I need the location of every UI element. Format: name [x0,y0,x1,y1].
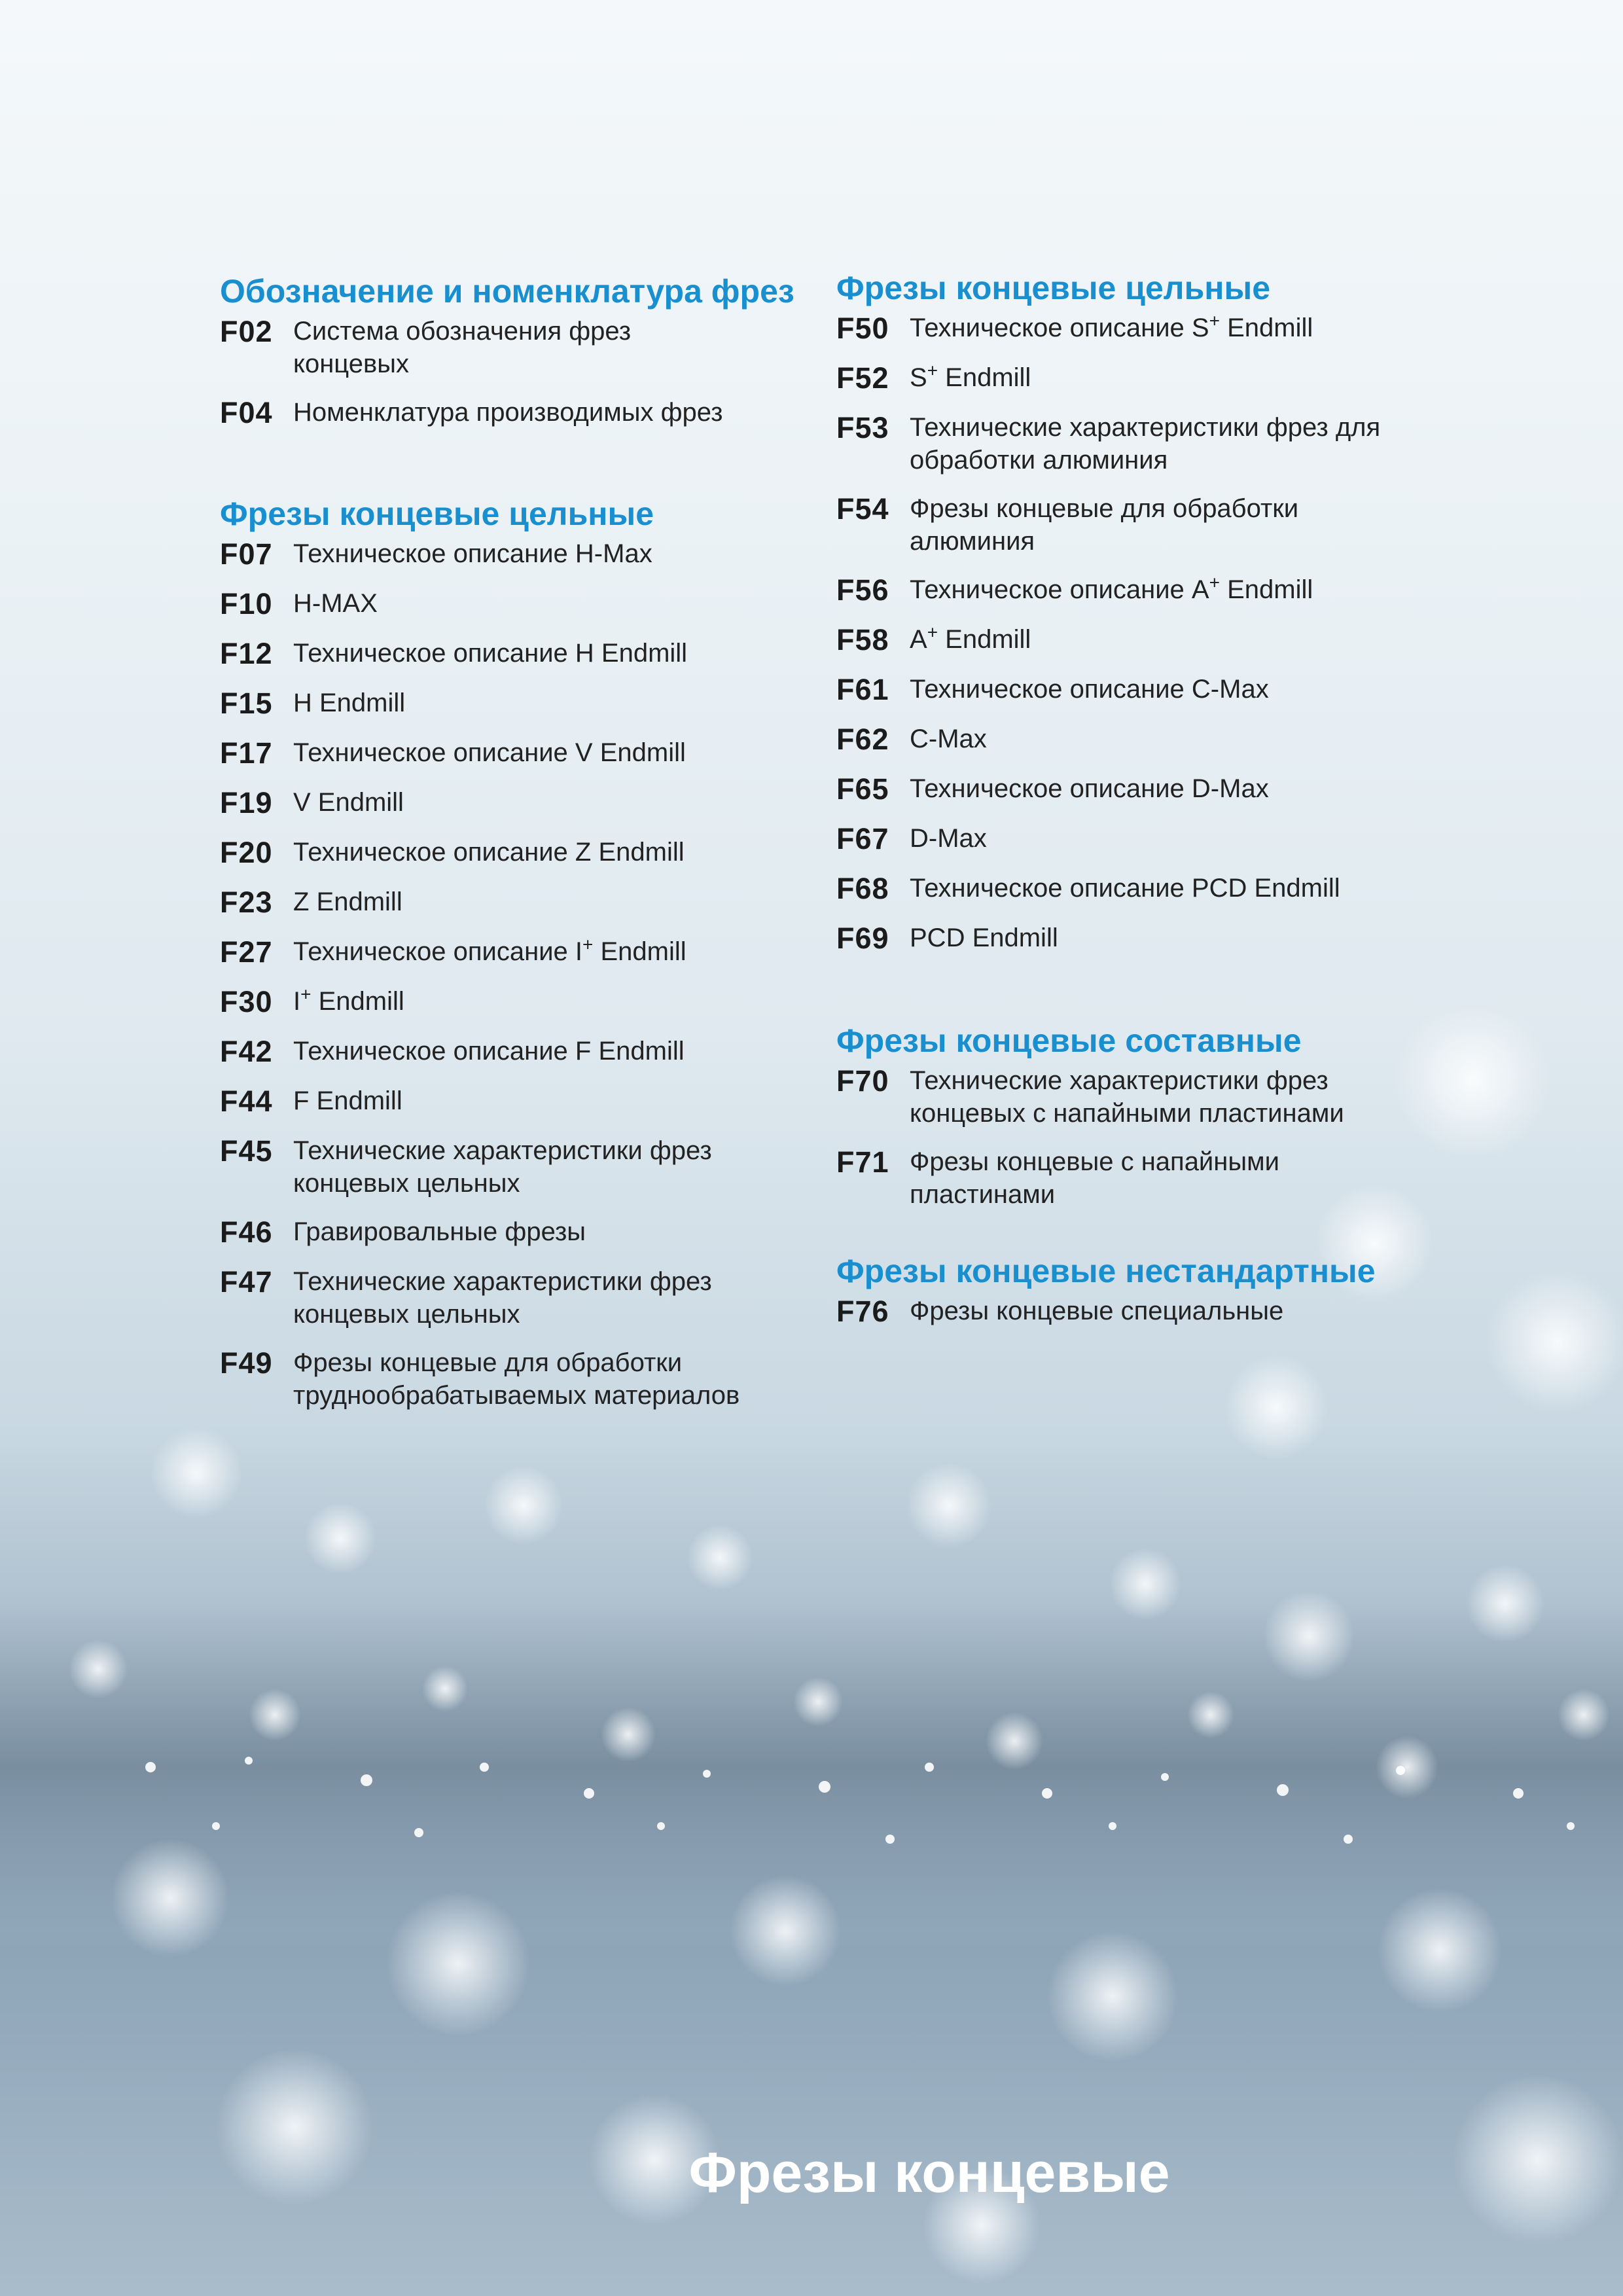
entry-title-suffix: Endmill [938,363,1031,392]
entry-title-main: Техническое описание A [910,575,1209,604]
page-code: F19 [220,786,273,819]
entry-title-main: S [910,363,927,392]
entry-title [293,935,687,968]
toc-entry[interactable] [836,723,1425,757]
toc-entry[interactable] [220,637,809,671]
page-code: F12 [220,637,273,670]
toc-entry[interactable] [220,736,809,770]
toc-entry[interactable] [836,573,1425,607]
page-code: F58 [836,623,889,656]
entry-title: D-Max [910,824,987,853]
toc-entry[interactable] [836,922,1425,956]
entry-title: Технические характеристики фрез концевых с напайными пластинами [910,1066,1344,1128]
toc-entry[interactable] [220,1265,809,1331]
page-code: F52 [836,361,889,395]
page-code: F56 [836,573,889,607]
entry-title: Фрезы концевые специальные [910,1297,1284,1325]
entry-title: Техническое описание PCD Endmill [910,874,1340,903]
entry-title: Техническое описание H-Max [293,539,652,568]
entry-title-suffix: Endmill [593,937,687,966]
toc-entry[interactable] [836,1295,1425,1329]
page-code: F50 [836,312,889,345]
entry-title-main: Техническое описание I [293,937,583,966]
toc-entry[interactable] [836,492,1425,558]
page-code: F10 [220,587,273,620]
toc-entry[interactable] [220,886,809,920]
page-code: F46 [220,1215,273,1249]
entry-title: Номенклатура производимых фрез [293,398,723,427]
entry-title-main: A [910,625,927,654]
entry-title: Технические характеристики фрез для обработки алюминия [910,413,1381,475]
toc-entry[interactable] [220,1085,809,1119]
page-code: F65 [836,772,889,806]
section-solid-endmills-2 [836,268,1425,956]
toc-entry[interactable] [836,312,1425,346]
page-code: F62 [836,723,889,756]
toc-entry[interactable] [220,1346,809,1412]
toc-entry[interactable] [220,786,809,820]
entry-title-main: I [293,987,301,1016]
page-code: F17 [220,736,273,770]
page-code: F30 [220,985,273,1018]
entry-title [910,361,1031,394]
section-heading: Фрезы концевые цельные [220,495,654,532]
page-code: F04 [220,396,273,429]
section-heading: Фрезы концевые нестандартные [836,1253,1376,1289]
page-code: F61 [836,673,889,706]
entry-title-main: Техническое описание S [910,314,1209,342]
page-code: F02 [220,315,273,348]
entry-title [910,312,1313,344]
toc-entry[interactable] [220,587,809,621]
toc-entry[interactable] [836,673,1425,707]
entry-title [910,623,1031,656]
section-composite-endmills [836,1021,1425,1211]
entry-title [910,573,1313,606]
superscript-plus: + [927,622,938,643]
entry-title: Система обозначения фрез концевых [293,317,632,378]
entry-title: Технические характеристики фрез концевых цельных [293,1136,712,1198]
entry-title: Техническое описание D-Max [910,774,1269,803]
section-solid-endmills [220,494,809,1412]
entry-title: Техническое описание F Endmill [293,1037,685,1066]
entry-title: Технические характеристики фрез концевых цельных [293,1267,712,1329]
section-designation [220,272,809,430]
toc-entry[interactable] [220,396,809,430]
superscript-plus: + [582,934,594,955]
page-code: F76 [836,1295,889,1328]
entry-title: Техническое описание C-Max [910,675,1269,704]
entry-title: Техническое описание V Endmill [293,738,686,767]
toc-entry[interactable] [220,1134,809,1200]
entry-title: Z Endmill [293,888,402,916]
section-nonstandard-endmills [836,1251,1425,1329]
toc-entry[interactable] [220,687,809,721]
entry-title: PCD Endmill [910,924,1058,952]
entry-title: H Endmill [293,689,406,717]
entry-title [293,985,404,1018]
entry-title: V Endmill [293,788,404,817]
entry-title: Фрезы концевые с напайными пластинами [910,1147,1279,1209]
page-code: F20 [220,836,273,869]
entry-title: Фрезы концевые для обработки труднообрабатываемых материалов [293,1348,740,1410]
toc-entry[interactable] [220,985,809,1019]
entry-title-suffix: Endmill [938,625,1031,654]
entry-title: Гравировальные фрезы [293,1217,586,1246]
entry-title: H-MAX [293,589,378,618]
page-code: F44 [220,1085,273,1118]
page-code: F53 [836,411,889,444]
page-code: F27 [220,935,273,969]
page-code: F47 [220,1265,273,1299]
section-heading: Фрезы концевые цельные [836,270,1271,306]
page-code: F67 [836,822,889,855]
superscript-plus: + [1209,310,1220,331]
entry-title-suffix: Endmill [1219,314,1313,342]
superscript-plus: + [1209,572,1220,593]
toc-entry[interactable] [836,772,1425,806]
toc-entry[interactable] [836,822,1425,856]
section-heading: Фрезы концевые составные [836,1022,1302,1059]
page-code: F15 [220,687,273,720]
entry-title: F Endmill [293,1086,402,1115]
page-code: F54 [836,492,889,526]
toc-entry[interactable] [220,1035,809,1069]
toc-entry[interactable] [836,361,1425,395]
page-code: F07 [220,537,273,571]
entry-title: C-Max [910,725,987,753]
toc-entry[interactable] [836,411,1425,476]
toc-entry[interactable] [220,315,809,380]
entry-title: Техническое описание Z Endmill [293,838,685,867]
page-code: F71 [836,1145,889,1179]
page-code: F68 [836,872,889,905]
page-code: F49 [220,1346,273,1380]
section-heading: Обозначение и номенклатура фрез [220,273,794,310]
toc-entry[interactable] [220,836,809,870]
page-code: F70 [836,1064,889,1098]
footer-title: Фрезы концевые [688,2142,1170,2204]
toc-entry[interactable] [836,872,1425,906]
entry-title-suffix: Endmill [311,987,404,1016]
toc-entry[interactable] [836,623,1425,657]
page-code: F42 [220,1035,273,1068]
entry-title: Техническое описание H Endmill [293,639,688,668]
page-code: F45 [220,1134,273,1168]
entry-title-suffix: Endmill [1219,575,1313,604]
toc-entry[interactable] [220,935,809,969]
superscript-plus: + [300,984,312,1005]
entry-title: Фрезы концевые для обработки алюминия [910,494,1299,556]
toc-entry[interactable] [220,1215,809,1249]
page-code: F23 [220,886,273,919]
page-code: F69 [836,922,889,955]
toc-entry[interactable] [836,1064,1425,1130]
toc-entry[interactable] [220,537,809,571]
superscript-plus: + [927,360,938,381]
toc-entry[interactable] [836,1145,1425,1211]
